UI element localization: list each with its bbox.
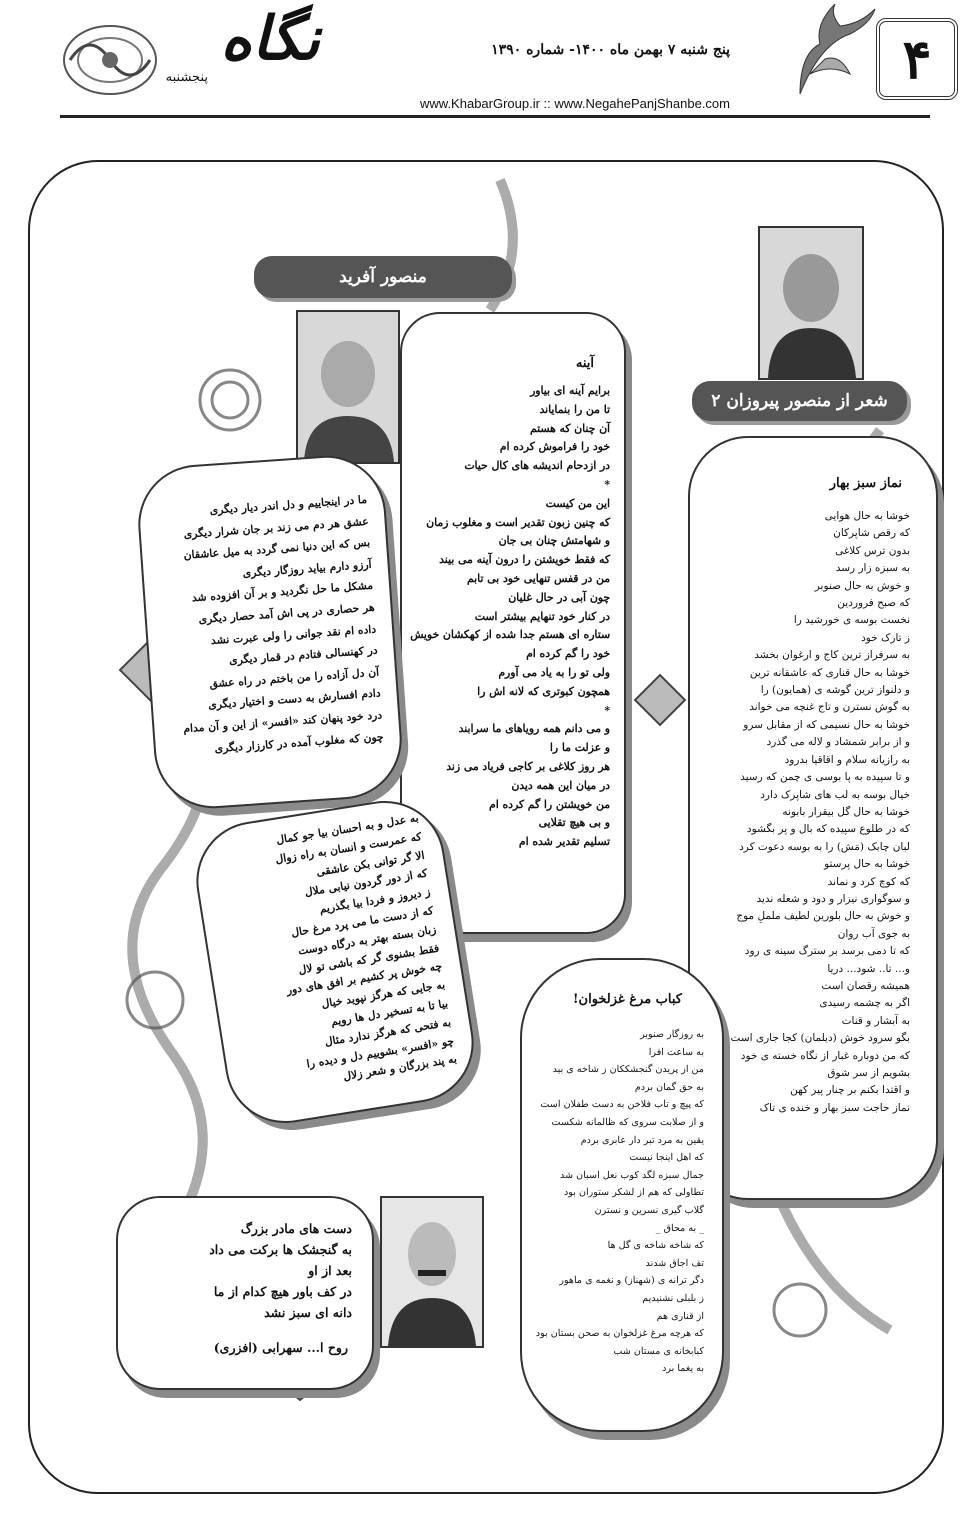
portrait-photo-pirouzan	[758, 226, 864, 380]
sohrabi-poem-box	[116, 1196, 374, 1390]
poem-text-ghazal-1: ما در اینجاییم و دل اندر دیار دیگری عشق هر دم می زند بر جان شرار دیگری بس که این دنیا نمی گردد به میل عاشقان آرزو دارم بیاید روزگار دیگری مشکل ما حل نگردید و بر آن افزوده شد هر حصاری در پی اش آمد حصار دیگری داده ام نقد جوانی را ولی عبرت نشد در کهنسالی فتادم در قمار دیگری آن دل آزاده را من باختم در راه عشق دادم افسارش به دست و اختیار دیگری درد خود پنهان کند «افسر» از این و آن مدام چون که مغلوب آمده در کارزار دیگری	[182, 492, 385, 755]
logo-title: نگاه	[220, 4, 320, 74]
portrait-photo-sohrabi	[380, 1196, 484, 1348]
poem-title-namaz-sabz-bahar: نماز سبز بهار	[829, 476, 902, 491]
poem-text-kabab: به روزگار صنوبر به ساعت افرا من از پریدن گنجشککان ز شاخه ی بید به حق گمان بردم که پیچ و تاب فلاخن به دست طفلان است و از صلابت سروی که ظالمانه شکست یقین به مرد تبر دار عابری بردم که اهل اینجا نیست جمال سبزه لگد کوب نعل اسبان شد تطاولی که هم از لشکر ستوران بود گلاب گیری نسرین و نسترن _ به محاق _ که شاخه شاخه ی گل ها تف اجاق شدند دگر ترانه ی (شهناز) و نغمه ی ماهور ز بلبلی نشنیدیم از قناری هم که هرچه مرغ غزلخوان به صحن بستان بود کبابخانه ی مستان شب به یغما برد	[535, 1029, 704, 1375]
author-sohrabi: روح ا... سهرابی (افزری)	[213, 1340, 348, 1355]
kabab-poem-box	[520, 958, 724, 1432]
issue-date-line: پنج شنبه ۷ بهمن ماه ۱۴۰۰- شماره ۱۳۹۰	[491, 42, 730, 58]
afsar-ghazal-box-1	[134, 452, 405, 812]
logo	[150, 4, 320, 100]
pirouzan-poem-box	[688, 436, 938, 1200]
poem-text-masnavi-2: به عدل و به احسان بیا جو کمال که عمرست و انسان به راه زوال الا گر توانی بکن عاشقی که از دور گردون نیابی ملال ز دیروز و فردا بیا بگذریم که از دست ما می پرد مرغ حال زبان بسته بهتر به درگاه دوست فقط بشنوی گر که باشی تو لال چه خوش پر کشیم بر افق های دور به جایی که هرگز نپوید خیال بیا تا به تسخیر دل ها رویم به فتحی که هرگز ندارد مثال چو «افسر» بشوییم دل و دیده را به پند بزرگان و شعر زلال	[274, 811, 458, 1084]
pirouzan-heading: ۲ شعر از منصور پیروزان	[692, 381, 907, 421]
masthead	[0, 0, 970, 130]
portrait-photo-afarid	[296, 310, 400, 464]
afarid-heading: منصور آفرید	[254, 256, 512, 298]
poem-text-sohrabi: دست های مادر بزرگ به گنجشک ها برکت می داد بعد از او در کف باور هیچ کدام از ما دانه ای سبز نشد	[209, 1221, 352, 1320]
phoenix-bird-decoration	[790, 4, 880, 100]
ornament-left-decoration	[60, 20, 160, 100]
person-icon	[760, 228, 862, 378]
header-divider	[60, 115, 930, 118]
person-icon	[382, 1198, 482, 1346]
person-icon	[298, 312, 398, 462]
afsar-masnavi-box-2	[188, 792, 482, 1131]
logo-subtitle: پنجشنبه	[165, 70, 208, 85]
poem-text-aineh: برایم آینه ای بیاور تا من را بنمایاند آن چنان که هستم خود را فراموش کرده ام در ازدحام اندیشه های کال حیات * این من کیست که چنین زبون تقدیر است و مغلوب زمان و شهامتش چنان بی جان که فقط خویشتن را درون آینه می بیند من در قفس تنهایی خود بی تابم چون آبی در حال غلیان در کنار خود تنهایم بیشتر است ستاره ای هستم جدا شده از کهکشان خویش خود را گم کرده ام ولی تو را به یاد می آورم همچون کبوتری که لانه اش را * و می دانم همه رویاهای ما سرابند و عزلت ما را هر روز کلاغی بر کاجی فریاد می زند در میان این همه دیدن من خویشتن را گم کرده ام و بی هیچ تقلایی تسلیم تقدیر شده ام	[410, 384, 610, 849]
page-number: ۴	[876, 18, 958, 100]
poem-title-aineh: آینه	[575, 356, 594, 371]
poem-title-kabab: کباب مرغ غزلخوان!	[572, 992, 682, 1007]
website-urls: www.KhabarGroup.ir :: www.NegahePanjShanbe.com	[420, 96, 730, 111]
poem-text-namaz-sabz-bahar: خوشا به حال هوایی که رقص شاپرکان بدون ترس کلاغی به سبزه زار رسد و خوش به حال صنوبر که صبح فروردین نخست بوسه ی خورشید را ز تارک خود به سرفراز ترین کاج و ارغوان بخشد خوشا به حال قناری که عاشقانه ترین و دلنواز ترین گوشه ی (همایون) را به گوش نسترن و تاج غنچه می خواند خوشا به حال نسیمی که از مقابل سرو و از برابر شمشاد و لاله می گذرد به رازیانه سلام و اقاقیا بدرود و تا سپیده به پا بوسی ی چمن که رسید خیال بوسه به لب های شاپرک دارد خوشا به حال گل بیقرار بابونه که در طلوع سپیده که بال و پر بگشود لبان چابک (مَش) را به بوسه دعوت کرد خوشا به حال پرستو که کوچ کرد و نماند و سوگواری نیزار و دود و شعله ندید و خوش به حال بلورین لطیف ململِ موج به جوی آب روان که تا دمی برسد بر سترگ سینه ی رود و... تا.. شود... دریا همیشه رقصان است اگر به چشمه رسیدی به آبشار و قنات بگو سرود خوش (دیلمان) کجا جاری است که من دوباره غبار از نگاه خسته ی خود بشویم از سر شوق و اقتدا بکنم بر چنار پیر کهن نماز حاجت سبز بهار و خنده ی تاک	[730, 510, 910, 1114]
